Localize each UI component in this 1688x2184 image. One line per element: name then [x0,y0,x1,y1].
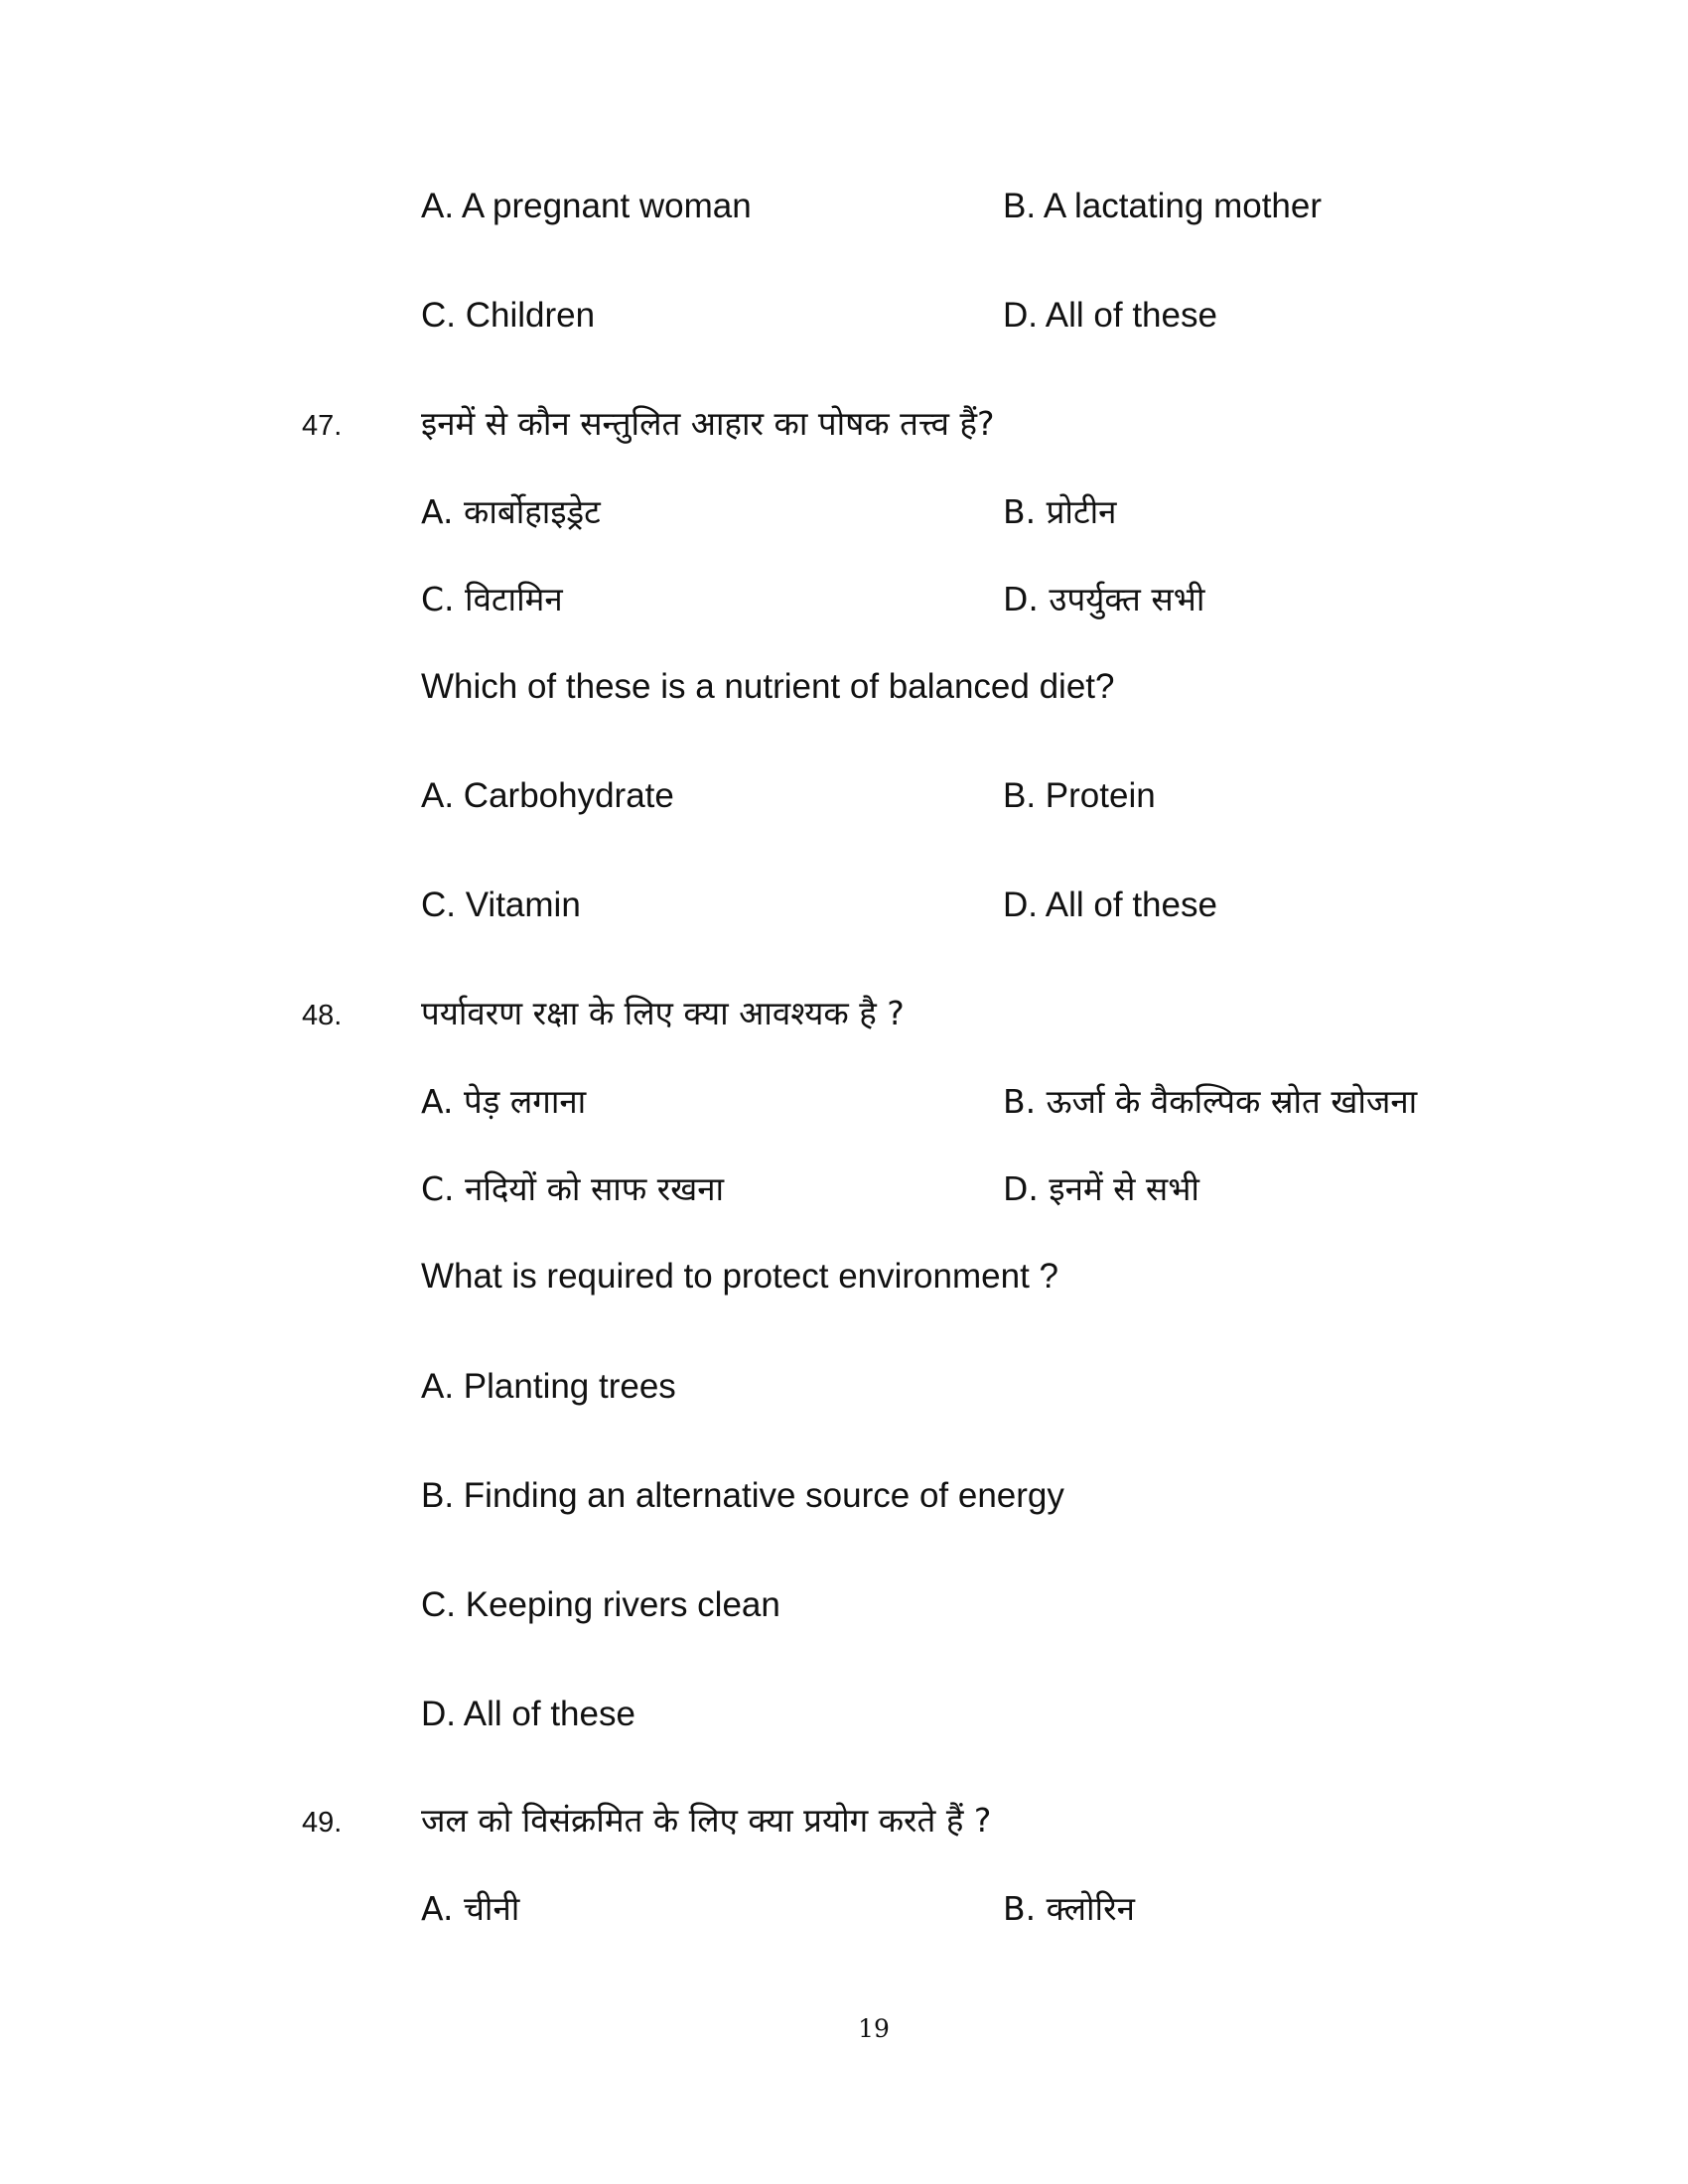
q48-option-d-hindi: D. इनमें से सभी [1003,1169,1199,1208]
q49-number: 49. [302,1807,343,1839]
q46-option-b: B. A lactating mother [1003,187,1323,225]
q47-option-b-english: B. Protein [1003,776,1156,815]
q48-option-a-english: A. Planting trees [421,1367,676,1406]
q47-option-c-english: C. Vitamin [421,886,581,924]
q47-option-a-english: A. Carbohydrate [421,776,674,815]
q46-option-a: A. A pregnant woman [421,187,752,225]
q47-number: 47. [302,410,343,442]
page-number: 19 [858,2014,890,2043]
q48-option-d-english: D. All of these [421,1695,635,1733]
q48-option-b-english: B. Finding an alternative source of energy [421,1476,1064,1515]
q48-option-c-hindi: C. नदियों को साफ रखना [421,1169,725,1208]
q46-option-d: D. All of these [1003,296,1217,335]
q47-option-c-hindi: C. विटामिन [421,580,563,618]
q47-question-hindi: इनमें से कौन सन्तुलित आहार का पोषक तत्त्व हैं? [421,404,995,443]
q48-question-english: What is required to protect environment ? [421,1257,1058,1296]
q47-option-d-hindi: D. उपर्युक्त सभी [1003,580,1205,618]
q48-number: 48. [302,1000,343,1031]
q49-question-hindi: जल को विसंक्रमित के लिए क्या प्रयोग करते हैं ? [421,1801,992,1840]
q47-question-english: Which of these is a nutrient of balanced diet? [421,667,1115,706]
q48-option-b-hindi: B. ऊर्जा के वैकल्पिक स्रोत खोजना [1003,1082,1418,1121]
q47-option-b-hindi: B. प्रोटीन [1003,492,1117,531]
q46-option-c: C. Children [421,296,596,335]
q49-option-b-hindi: B. क्लोरिन [1003,1889,1135,1928]
q48-option-c-english: C. Keeping rivers clean [421,1585,780,1624]
q47-option-a-hindi: A. कार्बोहाइड्रेट [421,492,601,531]
q47-option-d-english: D. All of these [1003,886,1217,924]
q49-option-a-hindi: A. चीनी [421,1889,520,1928]
q48-question-hindi: पर्यावरण रक्षा के लिए क्या आवश्यक है ? [421,994,905,1032]
q48-option-a-hindi: A. पेड़ लगाना [421,1082,587,1121]
